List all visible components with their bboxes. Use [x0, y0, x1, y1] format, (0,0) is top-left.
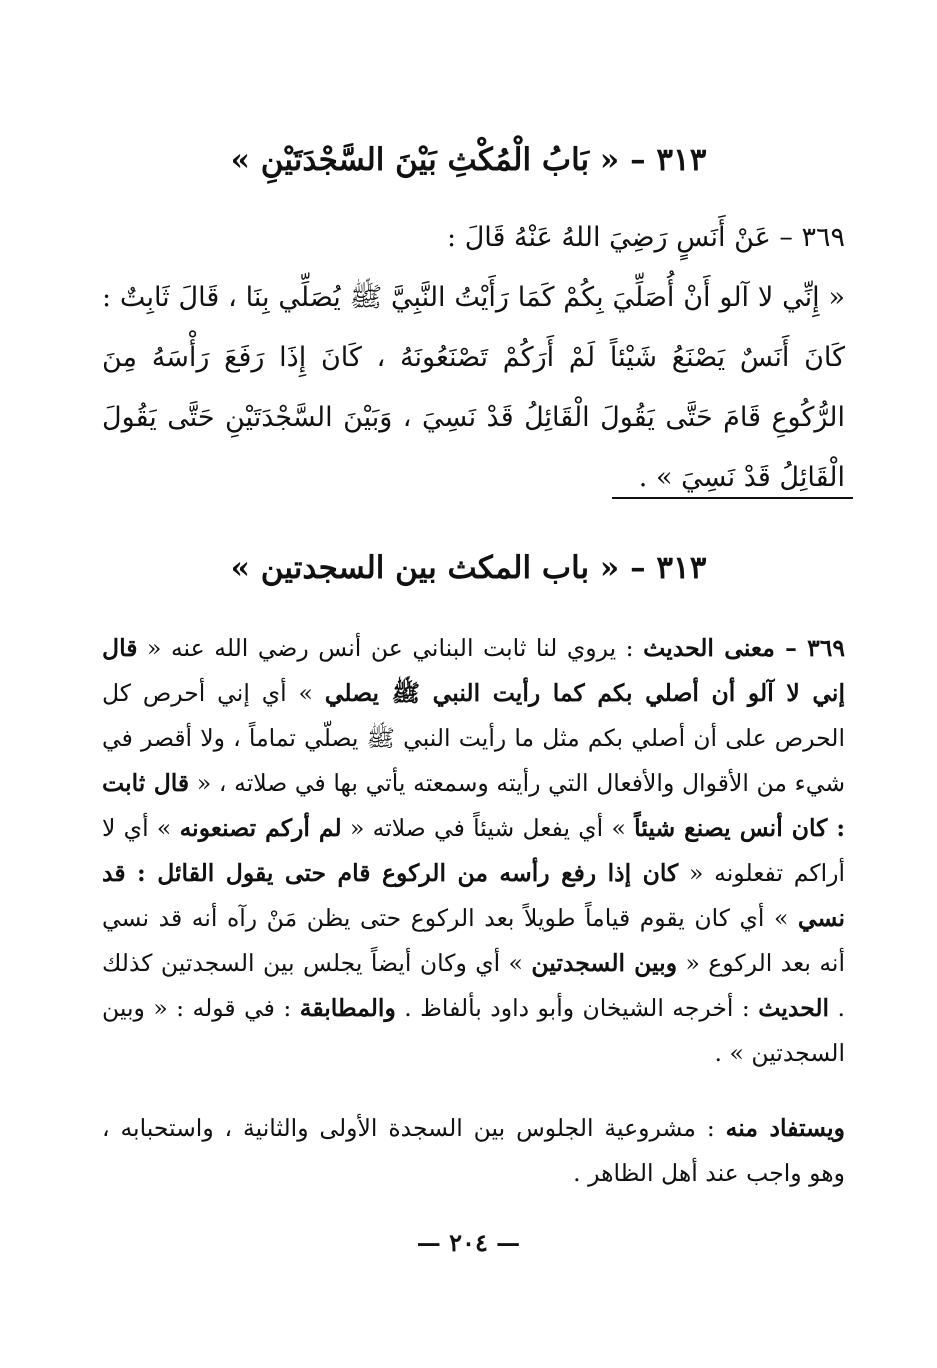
chapter-heading-plain: ٣١٣ – « باب المكث بين السجدتين »	[230, 550, 707, 586]
quoted-hadith-phrase: قال ثابت : كان أنس يصنع شيئاً	[102, 769, 845, 842]
hadith-intro: ٣٦٩ – عَنْ أَنَسٍ رَضِيَ اللهُ عَنْهُ قَالَ :	[447, 222, 845, 253]
commentary-text: » أي وكان أيضاً يجلس بين السجدتين كذلك .	[102, 949, 845, 1022]
commentary-text: : أخرجه الشيخان وأبو داود بألفاظ .	[395, 994, 759, 1022]
commentary-text: » أي إني أحرص كل الحرص على أن أصلي بكم مثل ما رأيت النبي ﷺ يصلّي تماماً ، ولا أقصر في شيء من الأقوال والأفعال التي رأيته وسمعته يأتي بها في صلاته ، «	[102, 679, 846, 797]
quoted-hadith-phrase: وبين السجدتين	[531, 949, 678, 977]
chapter-heading-vocalized: ٣١٣ – « بَابُ الْمُكْثِ بَيْنَ السَّجْدَتَيْنِ »	[230, 142, 707, 178]
quoted-hadith-phrase: لم أركم تصنعونه	[179, 814, 342, 842]
quoted-hadith-phrase: قال إني لا آلو أن أصلي بكم كما رأيت النبي ﷺ يصلي	[102, 634, 845, 707]
quoted-hadith-phrase: كان إذا رفع رأسه من الركوع قام حتى يقول القائل : قد نسي	[102, 859, 845, 932]
benefit-paragraph	[102, 1106, 845, 1196]
hadith-text: « إِنِّي لا آلو أَنْ أُصَلِّيَ بِكُمْ كَمَا رَأَيْتُ النَّبِيَّ ﷺ يُصَلِّي بِنَا ، قَالَ ثَابِتٌ : كَانَ أَنَسٌ يَصْنَعُ شَيْئاً لَمْ أَرَكُمْ تَصْنَعُونَهُ ، كَانَ إِذَا رَفَعَ رَأْسَهُ مِنَ الرُّكُوعِ قَامَ حَتَّى يَقُولَ الْقَائِلُ قَدْ نَسِيَ ، وَبَيْنَ السَّجْدَتَيْنِ حَتَّى يَقُولَ الْقَائِلُ قَدْ نَسِيَ » .	[102, 282, 845, 493]
commentary-section	[102, 626, 845, 1076]
benefit-text: : مشروعية الجلوس بين السجدة الأولى والثانية ، واستحبابه ، وهو واجب عند أهل الظاهر .	[102, 1114, 845, 1187]
commentary-label: ٣٦٩ – معنى الحديث	[643, 634, 845, 662]
hadith-section	[102, 208, 845, 508]
page-number: — ٢٠٤ —	[416, 1228, 521, 1257]
correspondence-label: والمطابقة	[299, 994, 396, 1022]
commentary-paragraph	[102, 626, 845, 1076]
section-divider	[612, 497, 853, 499]
benefit-label: ويستفاد منه	[725, 1114, 845, 1142]
commentary-text: » أي لا أراكم تفعلونه «	[102, 814, 845, 887]
takhrij-label: الحديث	[758, 994, 830, 1022]
benefit-section	[102, 1106, 845, 1196]
commentary-text: » أي كان يقوم قياماً طويلاً بعد الركوع حتى يظن مَنْ رآه أنه قد نسي أنه بعد الركوع «	[102, 904, 845, 977]
commentary-text: » أي يفعل شيئاً في صلاته «	[341, 814, 635, 842]
commentary-text: : يروي لنا ثابت البناني عن أنس رضي الله عنه «	[137, 634, 644, 662]
commentary-text: : في قوله : « وبين السجدتين » .	[102, 994, 845, 1067]
